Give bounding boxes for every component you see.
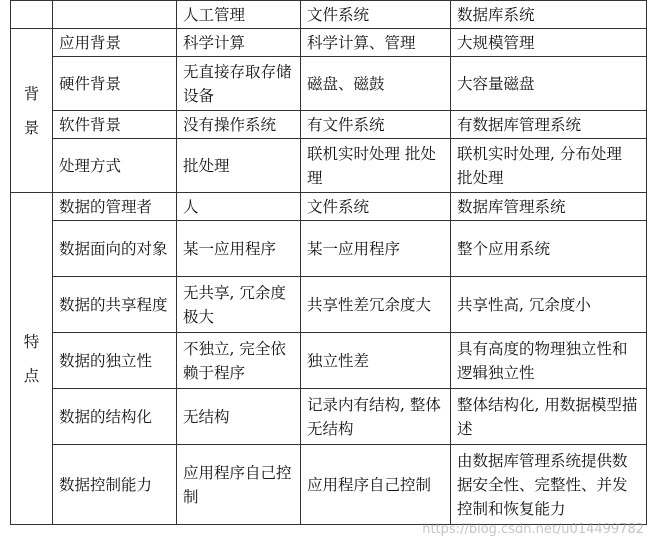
row-label: 数据面向的对象	[53, 221, 177, 277]
table-row	[11, 29, 647, 57]
table-cell: 共享性差冗余度大	[301, 277, 451, 333]
header-row	[11, 1, 647, 29]
table-cell: 有数据库管理系统	[451, 111, 647, 139]
category-cell-background	[11, 29, 53, 193]
category-label: 特 点	[23, 332, 40, 385]
table-cell: 科学计算	[177, 29, 301, 57]
table-cell: 独立性差	[301, 333, 451, 389]
table-cell: 大规模管理	[451, 29, 647, 57]
table-cell: 科学计算、管理	[301, 29, 451, 57]
table-row	[11, 445, 647, 525]
row-label: 软件背景	[53, 111, 177, 139]
table-cell: 文件系统	[301, 193, 451, 221]
row-label: 应用背景	[53, 29, 177, 57]
comparison-table	[10, 0, 647, 525]
table-cell: 具有高度的物理独立性和逻辑独立性	[451, 333, 647, 389]
table-cell: 磁盘、磁鼓	[301, 57, 451, 111]
header-database-system: 数据库系统	[451, 1, 647, 29]
table-cell: 有文件系统	[301, 111, 451, 139]
table-cell: 联机实时处理, 分布处理 批处理	[451, 139, 647, 193]
table-cell: 应用程序自己控制	[301, 445, 451, 525]
row-label: 数据的共享程度	[53, 277, 177, 333]
table-cell: 无直接存取存储设备	[177, 57, 301, 111]
row-label: 处理方式	[53, 139, 177, 193]
table-cell: 记录内有结构, 整体无结构	[301, 389, 451, 445]
header-file-system: 文件系统	[301, 1, 451, 29]
table-row	[11, 193, 647, 221]
table-cell: 没有操作系统	[177, 111, 301, 139]
table-cell: 整个应用系统	[451, 221, 647, 277]
table-cell: 批处理	[177, 139, 301, 193]
table-cell: 某一应用程序	[301, 221, 451, 277]
table-cell: 联机实时处理 批处理	[301, 139, 451, 193]
header-blank-label	[53, 1, 177, 29]
table-row	[11, 277, 647, 333]
table-cell: 不独立, 完全依赖于程序	[177, 333, 301, 389]
table-row	[11, 333, 647, 389]
table-row	[11, 221, 647, 277]
table-cell: 整体结构化, 用数据模型描述	[451, 389, 647, 445]
table-cell: 共享性高, 冗余度小	[451, 277, 647, 333]
row-label: 数据控制能力	[53, 445, 177, 525]
table-cell: 某一应用程序	[177, 221, 301, 277]
header-blank-category	[11, 1, 53, 29]
table-cell: 应用程序自己控制	[177, 445, 301, 525]
row-label: 硬件背景	[53, 57, 177, 111]
watermark: https://blog.csdn.net/u014499782	[422, 522, 644, 537]
table-cell: 数据库管理系统	[451, 193, 647, 221]
table-row	[11, 139, 647, 193]
table-cell: 大容量磁盘	[451, 57, 647, 111]
header-manual-management: 人工管理	[177, 1, 301, 29]
category-label: 背 景	[23, 84, 40, 137]
table-row	[11, 111, 647, 139]
table-cell: 无结构	[177, 389, 301, 445]
table-cell: 人	[177, 193, 301, 221]
row-label: 数据的结构化	[53, 389, 177, 445]
row-label: 数据的管理者	[53, 193, 177, 221]
row-label: 数据的独立性	[53, 333, 177, 389]
table-row	[11, 57, 647, 111]
category-cell-features	[11, 193, 53, 525]
table-cell: 由数据库管理系统提供数据安全性、完整性、并发控制和恢复能力	[451, 445, 647, 525]
table-cell: 无共享, 冗余度极大	[177, 277, 301, 333]
table-row	[11, 389, 647, 445]
